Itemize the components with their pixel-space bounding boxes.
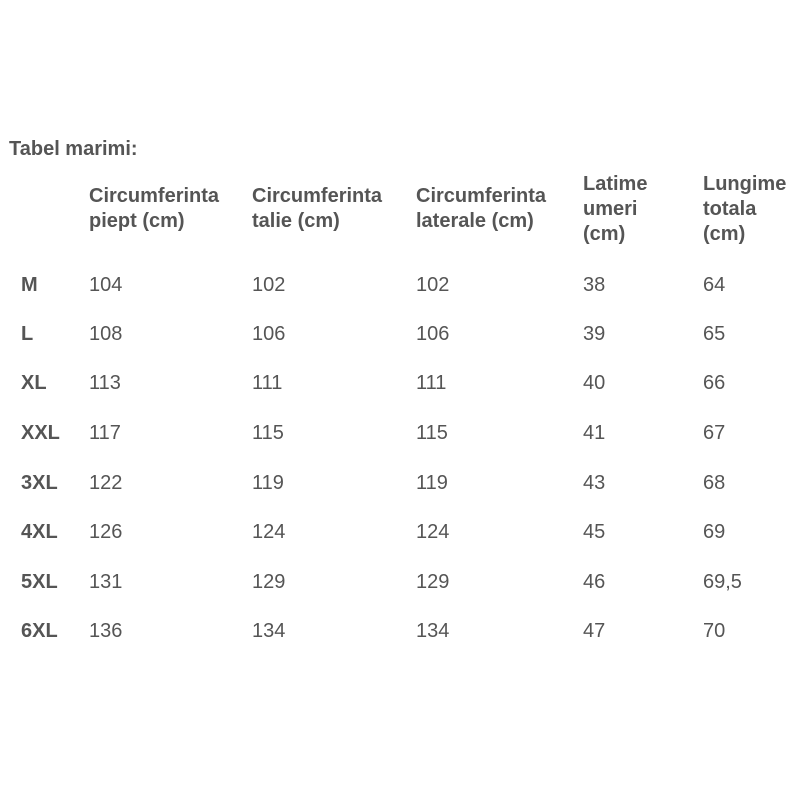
size-label: XL [21, 372, 47, 394]
size-label: 5XL [21, 571, 58, 593]
waist-value: 124 [252, 521, 286, 543]
waist-value: 111 [252, 372, 283, 394]
waist-value: 115 [252, 422, 284, 444]
size-label: 6XL [21, 620, 58, 642]
waist-value: 106 [252, 323, 286, 345]
side-value: 115 [416, 422, 448, 444]
length-value: 65 [703, 323, 726, 345]
waist-value: 134 [252, 620, 286, 642]
chest-value: 136 [89, 620, 123, 642]
waist-value: 119 [252, 472, 284, 494]
shoulder-value: 38 [583, 274, 606, 296]
size-label: M [21, 274, 38, 296]
header-chest-circumference: Circumferinta piept (cm) [89, 185, 220, 232]
size-label: XXL [21, 422, 60, 444]
shoulder-value: 46 [583, 571, 606, 593]
length-value: 69,5 [703, 571, 742, 593]
header-shoulder-width: Latime umeri (cm) [583, 173, 648, 245]
length-value: 67 [703, 422, 726, 444]
shoulder-value: 47 [583, 620, 606, 642]
chest-value: 122 [89, 472, 123, 494]
side-value: 119 [416, 472, 448, 494]
side-value: 129 [416, 571, 450, 593]
length-value: 68 [703, 472, 726, 494]
size-label: 4XL [21, 521, 58, 543]
header-total-length: Lungime totala (cm) [703, 173, 787, 245]
waist-value: 102 [252, 274, 286, 296]
chest-value: 131 [89, 571, 123, 593]
length-value: 64 [703, 274, 726, 296]
waist-value: 129 [252, 571, 286, 593]
shoulder-value: 43 [583, 472, 606, 494]
chest-value: 108 [89, 323, 123, 345]
chest-value: 113 [89, 372, 121, 394]
side-value: 106 [416, 323, 450, 345]
chest-value: 117 [89, 422, 121, 444]
shoulder-value: 45 [583, 521, 606, 543]
length-value: 69 [703, 521, 726, 543]
header-side-circumference: Circumferinta laterale (cm) [416, 185, 547, 232]
size-label: 3XL [21, 472, 58, 494]
side-value: 134 [416, 620, 450, 642]
chest-value: 104 [89, 274, 123, 296]
table-title: Tabel marimi: [9, 138, 138, 160]
header-waist-circumference: Circumferinta talie (cm) [252, 185, 383, 232]
chest-value: 126 [89, 521, 123, 543]
shoulder-value: 40 [583, 372, 606, 394]
shoulder-value: 41 [583, 422, 606, 444]
size-label: L [21, 323, 34, 345]
length-value: 70 [703, 620, 726, 642]
side-value: 111 [416, 372, 447, 394]
length-value: 66 [703, 372, 726, 394]
shoulder-value: 39 [583, 323, 606, 345]
side-value: 102 [416, 274, 450, 296]
side-value: 124 [416, 521, 450, 543]
